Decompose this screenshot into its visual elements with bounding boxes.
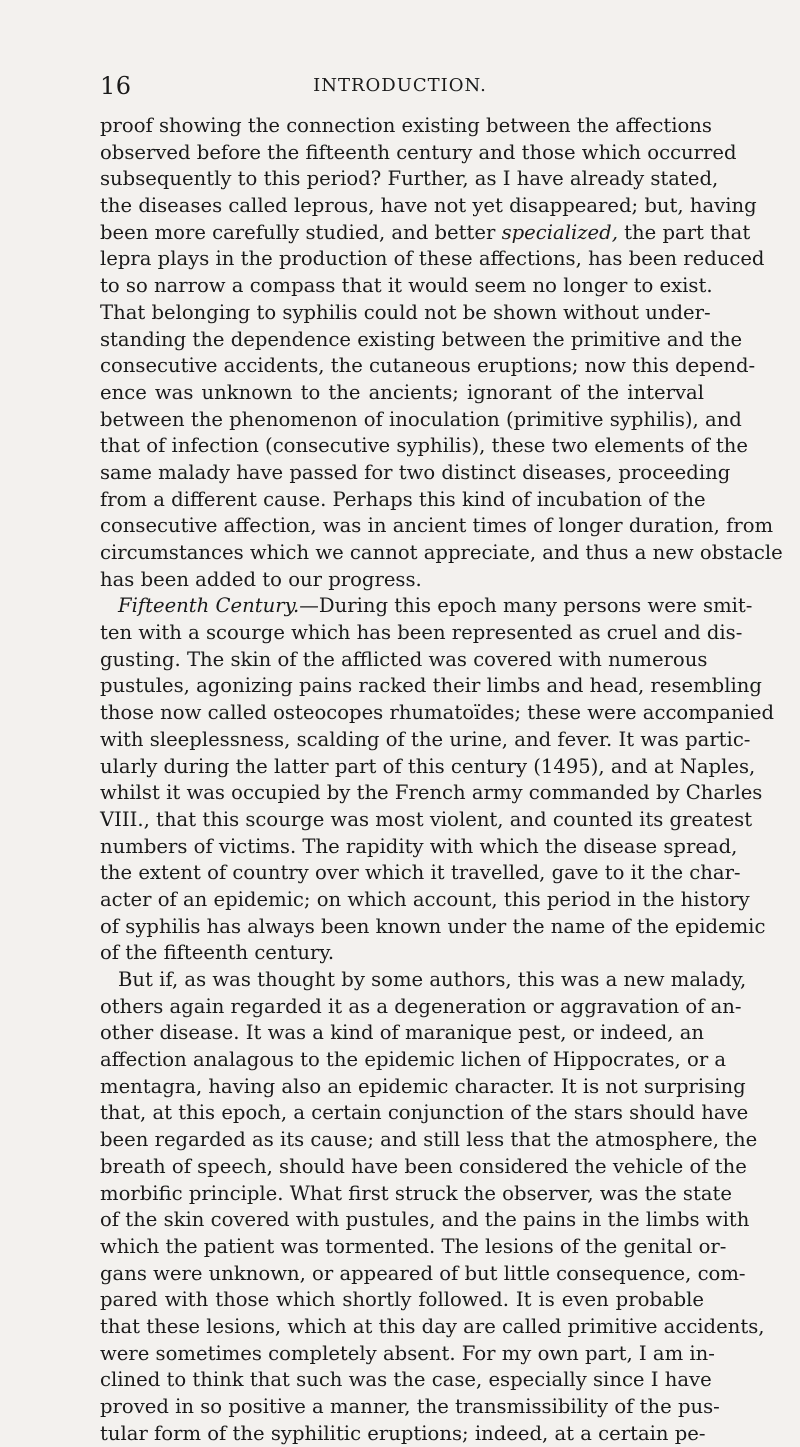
running-head: INTRODUCTION. bbox=[313, 75, 487, 96]
text-line: subsequently to this period? Further, as I have already stated, bbox=[100, 167, 719, 191]
text-line: the diseases called leprous, have not yet disappeared; but, having bbox=[100, 194, 757, 218]
text-line: gusting. The skin of the afflicted was covered with numerous bbox=[100, 647, 708, 671]
body-text bbox=[100, 113, 783, 1447]
text-line: from a different cause. Perhaps this kind of incubation of the bbox=[100, 487, 706, 511]
text-line: others again regarded it as a degeneration or aggravation of an- bbox=[100, 994, 742, 1018]
text-line: consecutive accidents, the cutaneous eruptions; now this depend- bbox=[100, 354, 756, 378]
text-line: of the fifteenth century. bbox=[100, 941, 335, 965]
text-line: lepra plays in the production of these affections, has been reduced bbox=[100, 247, 765, 271]
text-line: consecutive affection, was in ancient times of longer duration, from bbox=[100, 514, 774, 538]
text-line: whilst it was occupied by the French army commanded by Charles bbox=[100, 781, 763, 805]
italic-text: Fifteenth Century. bbox=[118, 594, 300, 618]
text-line: pustules, agonizing pains racked their limbs and head, resembling bbox=[100, 674, 762, 698]
text-line: morbific principle. What first struck the observer, was the state bbox=[100, 1181, 732, 1205]
text-line: observed before the fifteenth century and those which occurred bbox=[100, 140, 737, 164]
text-line: those now called osteocopes rhumatoïdes; these were accompanied bbox=[100, 701, 775, 725]
text-line: proof showing the connection existing between the affections bbox=[100, 114, 712, 137]
page-number: 16 bbox=[100, 72, 132, 100]
text-line: to so narrow a compass that it would seem no longer to exist. bbox=[100, 274, 713, 298]
text-line: mentagra, having also an epidemic character. It is not surprising bbox=[100, 1074, 746, 1098]
text-line: That belonging to syphilis could not be shown without under- bbox=[100, 300, 711, 324]
text-line: between the phenomenon of inoculation (primitive syphilis), and bbox=[100, 407, 742, 431]
text-line: has been added to our progress. bbox=[100, 567, 422, 591]
text-line: ularly during the latter part of this century (1495), and at Naples, bbox=[100, 754, 756, 778]
text-line bbox=[100, 220, 751, 247]
text-line: were sometimes completely absent. For my own part, I am in- bbox=[100, 1341, 715, 1365]
text-line: proved in so positive a manner, the transmissibility of the pus- bbox=[100, 1395, 720, 1418]
text-line: same malady have passed for two distinct diseases, proceeding bbox=[100, 460, 731, 484]
text-line: the extent of country over which it travelled, gave to it the char- bbox=[100, 861, 741, 885]
text-line: other disease. It was a kind of maranique pest, or indeed, an bbox=[100, 1021, 705, 1045]
text-line: with sleeplessness, scalding of the urine, and fever. It was partic- bbox=[100, 727, 751, 751]
text-line: acter of an epidemic; on which account, this period in the history bbox=[100, 887, 750, 911]
text-line: ten with a scourge which has been represented as cruel and dis- bbox=[100, 621, 743, 645]
text-line: that these lesions, which at this day are called primitive accidents, bbox=[100, 1314, 765, 1338]
text-line: breath of speech, should have been considered the vehicle of the bbox=[100, 1154, 747, 1178]
text-line: of the skin covered with pustules, and the pains in the limbs with bbox=[100, 1208, 750, 1232]
text-line: that, at this epoch, a certain conjunction of the stars should have bbox=[100, 1101, 749, 1125]
text-line: pared with those which shortly followed. It is even probable bbox=[100, 1288, 704, 1312]
text-line: VIII., that this scourge was most violent, and counted its greatest bbox=[100, 807, 753, 831]
text-line: of syphilis has always been known under the name of the epidemic bbox=[100, 914, 766, 938]
text-line: affection analagous to the epidemic lichen of Hippocrates, or a bbox=[100, 1048, 727, 1072]
text-line bbox=[100, 593, 753, 620]
italic-text: specialized, bbox=[501, 220, 618, 244]
text-line: ence was unknown to the ancients; ignorant of the interval bbox=[100, 380, 704, 404]
text-segment: —During this epoch many persons were smit- bbox=[299, 594, 753, 618]
text-line: But if, as was thought by some authors, this was a new malady, bbox=[118, 968, 747, 991]
text-line: been regarded as its cause; and still less that the atmosphere, the bbox=[100, 1128, 758, 1152]
text-line: clined to think that such was the case, especially since I have bbox=[100, 1368, 712, 1392]
text-line: circumstances which we cannot appreciate, and thus a new obstacle bbox=[100, 541, 783, 564]
text-line: which the patient was tormented. The lesions of the genital or- bbox=[100, 1234, 727, 1258]
text-line: that of infection (consecutive syphilis), these two elements of the bbox=[100, 434, 749, 458]
text-line: tular form of the syphilitic eruptions; indeed, at a certain pe- bbox=[100, 1421, 706, 1445]
text-segment: the part that bbox=[617, 220, 751, 244]
text-line: standing the dependence existing between the primitive and the bbox=[100, 327, 743, 351]
text-segment: been more carefully studied, and better bbox=[100, 220, 502, 244]
text-line: numbers of victims. The rapidity with which the disease spread, bbox=[100, 834, 738, 858]
text-line: gans were unknown, or appeared of but little consequence, com- bbox=[100, 1261, 746, 1285]
